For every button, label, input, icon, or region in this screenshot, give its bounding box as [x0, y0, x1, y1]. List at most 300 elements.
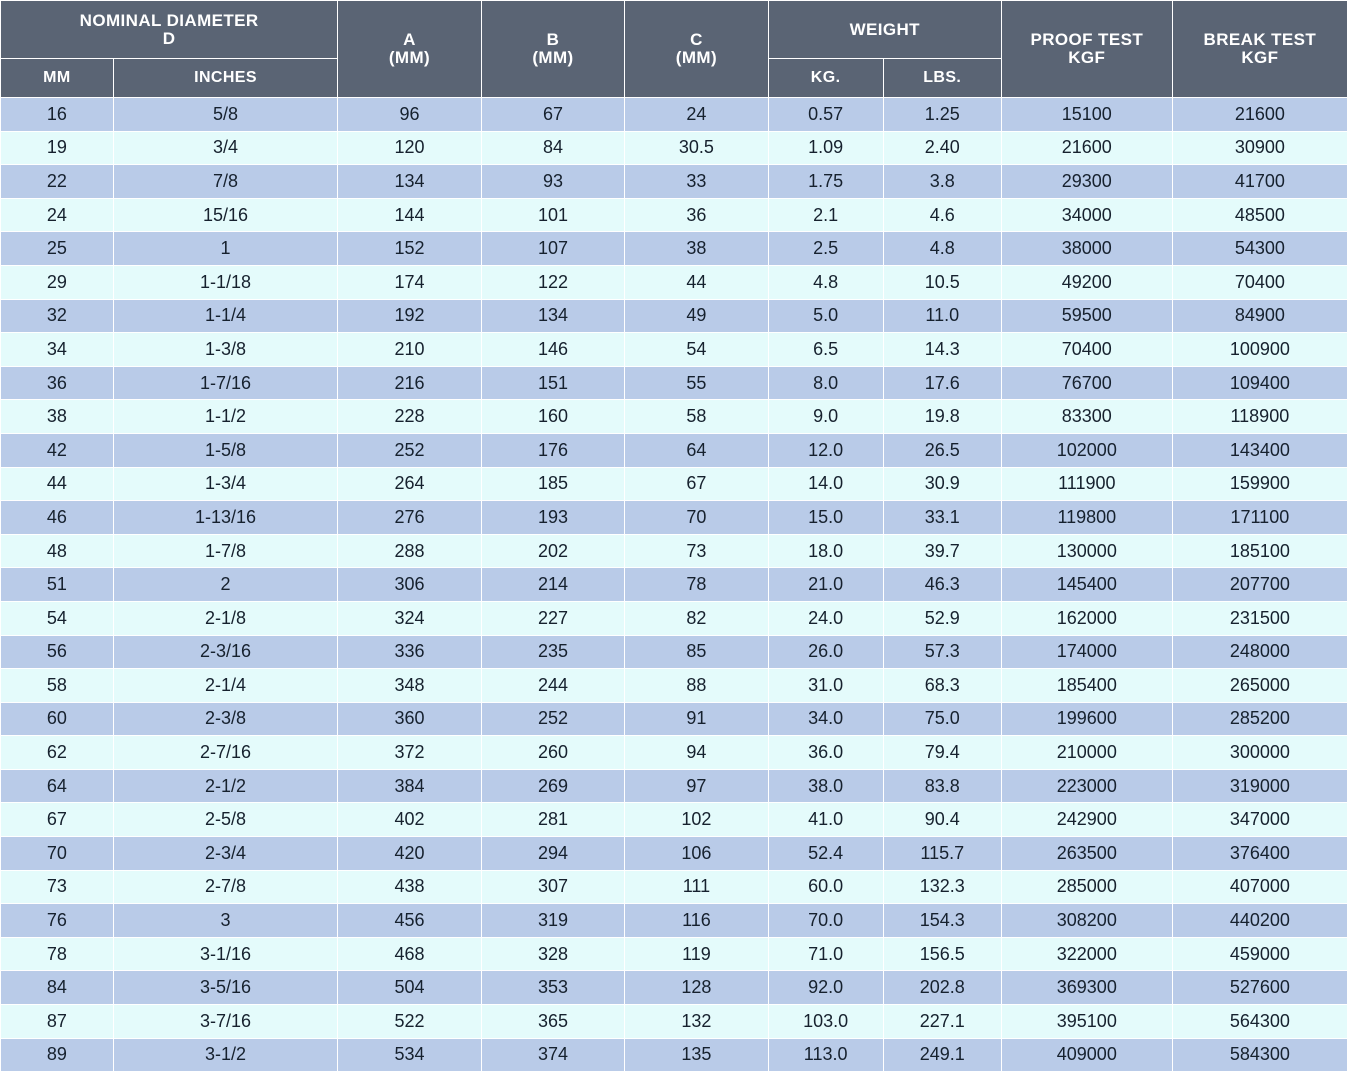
cell-nominal-inches: 1-5/8: [113, 433, 338, 467]
cell-a: 252: [338, 433, 481, 467]
cell-nominal-mm: 19: [1, 131, 114, 165]
cell-b: 107: [481, 232, 624, 266]
table-row: [1, 803, 1348, 837]
cell-weight-lbs: 115.7: [883, 837, 1001, 871]
cell-c: 49: [625, 299, 768, 333]
header-nominal-diameter: [1, 1, 338, 59]
cell-break-test: 300000: [1172, 736, 1347, 770]
cell-weight-kg: 1.09: [768, 131, 883, 165]
cell-weight-kg: 4.8: [768, 265, 883, 299]
cell-c: 132: [625, 1005, 768, 1039]
table-row: [1, 467, 1348, 501]
cell-nominal-inches: 7/8: [113, 165, 338, 199]
header-nominal-diameter-line1: NOMINAL DIAMETER: [79, 10, 259, 30]
header-column-b-line1: B: [546, 30, 560, 50]
cell-break-test: 109400: [1172, 366, 1347, 400]
cell-nominal-inches: 3-1/2: [113, 1038, 338, 1072]
table-row: [1, 232, 1348, 266]
cell-weight-lbs: 57.3: [883, 635, 1001, 669]
cell-weight-lbs: 11.0: [883, 299, 1001, 333]
cell-b: 260: [481, 736, 624, 770]
cell-b: 374: [481, 1038, 624, 1072]
cell-nominal-inches: 1-7/8: [113, 534, 338, 568]
cell-weight-lbs: 39.7: [883, 534, 1001, 568]
cell-nominal-mm: 64: [1, 769, 114, 803]
cell-weight-lbs: 249.1: [883, 1038, 1001, 1072]
cell-nominal-inches: 2-7/16: [113, 736, 338, 770]
cell-nominal-inches: 2-5/8: [113, 803, 338, 837]
cell-proof-test: 409000: [1001, 1038, 1172, 1072]
cell-weight-lbs: 79.4: [883, 736, 1001, 770]
cell-b: 84: [481, 131, 624, 165]
cell-c: 97: [625, 769, 768, 803]
cell-b: 146: [481, 333, 624, 367]
cell-break-test: 84900: [1172, 299, 1347, 333]
header-proof-test-line1: PROOF TEST: [1030, 30, 1144, 50]
header-break-test-line2: KGF: [1241, 48, 1279, 67]
table-row: [1, 1005, 1348, 1039]
cell-nominal-inches: 1-3/4: [113, 467, 338, 501]
cell-b: 269: [481, 769, 624, 803]
cell-nominal-mm: 60: [1, 702, 114, 736]
cell-nominal-inches: 1-1/18: [113, 265, 338, 299]
cell-c: 24: [625, 98, 768, 132]
cell-nominal-inches: 3: [113, 904, 338, 938]
cell-c: 58: [625, 400, 768, 434]
cell-nominal-mm: 78: [1, 937, 114, 971]
cell-proof-test: 83300: [1001, 400, 1172, 434]
header-column-c: [625, 1, 768, 98]
cell-nominal-inches: 2-7/8: [113, 870, 338, 904]
cell-nominal-inches: 3/4: [113, 131, 338, 165]
cell-weight-lbs: 4.8: [883, 232, 1001, 266]
cell-break-test: 48500: [1172, 198, 1347, 232]
cell-break-test: 459000: [1172, 937, 1347, 971]
cell-c: 78: [625, 568, 768, 602]
cell-weight-kg: 14.0: [768, 467, 883, 501]
cell-a: 336: [338, 635, 481, 669]
cell-break-test: 30900: [1172, 131, 1347, 165]
cell-a: 438: [338, 870, 481, 904]
cell-break-test: 248000: [1172, 635, 1347, 669]
header-break-test-line1: BREAK TEST: [1203, 30, 1317, 50]
table-row: [1, 501, 1348, 535]
cell-break-test: 407000: [1172, 870, 1347, 904]
table-row: [1, 366, 1348, 400]
cell-nominal-mm: 38: [1, 400, 114, 434]
cell-a: 228: [338, 400, 481, 434]
cell-proof-test: 70400: [1001, 333, 1172, 367]
cell-weight-kg: 60.0: [768, 870, 883, 904]
table-row: [1, 433, 1348, 467]
cell-c: 94: [625, 736, 768, 770]
cell-nominal-mm: 62: [1, 736, 114, 770]
header-nominal-diameter-inches: INCHES: [113, 59, 338, 98]
cell-break-test: 285200: [1172, 702, 1347, 736]
cell-weight-kg: 9.0: [768, 400, 883, 434]
cell-nominal-inches: 3-5/16: [113, 971, 338, 1005]
cell-a: 360: [338, 702, 481, 736]
table-row: [1, 669, 1348, 703]
header-weight: WEIGHT: [768, 1, 1001, 59]
cell-b: 176: [481, 433, 624, 467]
table-row: [1, 837, 1348, 871]
cell-break-test: 231500: [1172, 601, 1347, 635]
cell-nominal-mm: 56: [1, 635, 114, 669]
cell-c: 33: [625, 165, 768, 199]
cell-proof-test: 162000: [1001, 601, 1172, 635]
cell-nominal-mm: 34: [1, 333, 114, 367]
cell-a: 456: [338, 904, 481, 938]
cell-a: 402: [338, 803, 481, 837]
cell-c: 44: [625, 265, 768, 299]
cell-c: 116: [625, 904, 768, 938]
cell-weight-kg: 26.0: [768, 635, 883, 669]
cell-a: 324: [338, 601, 481, 635]
cell-c: 102: [625, 803, 768, 837]
cell-break-test: 100900: [1172, 333, 1347, 367]
cell-a: 288: [338, 534, 481, 568]
cell-b: 235: [481, 635, 624, 669]
cell-weight-lbs: 227.1: [883, 1005, 1001, 1039]
cell-proof-test: 263500: [1001, 837, 1172, 871]
cell-b: 227: [481, 601, 624, 635]
cell-break-test: 376400: [1172, 837, 1347, 871]
table-row: [1, 601, 1348, 635]
cell-nominal-mm: 25: [1, 232, 114, 266]
cell-nominal-inches: 1-3/8: [113, 333, 338, 367]
cell-weight-lbs: 1.25: [883, 98, 1001, 132]
cell-weight-lbs: 19.8: [883, 400, 1001, 434]
cell-weight-kg: 52.4: [768, 837, 883, 871]
header-row-primary: [1, 1, 1348, 59]
cell-nominal-inches: 15/16: [113, 198, 338, 232]
cell-c: 54: [625, 333, 768, 367]
cell-weight-lbs: 3.8: [883, 165, 1001, 199]
table-row: [1, 769, 1348, 803]
cell-weight-lbs: 2.40: [883, 131, 1001, 165]
cell-a: 468: [338, 937, 481, 971]
cell-a: 134: [338, 165, 481, 199]
cell-weight-kg: 70.0: [768, 904, 883, 938]
header-column-b: [481, 1, 624, 98]
cell-weight-kg: 18.0: [768, 534, 883, 568]
cell-nominal-inches: 3-1/16: [113, 937, 338, 971]
cell-weight-lbs: 202.8: [883, 971, 1001, 1005]
cell-proof-test: 145400: [1001, 568, 1172, 602]
table-row: [1, 736, 1348, 770]
cell-nominal-mm: 76: [1, 904, 114, 938]
cell-nominal-inches: 3-7/16: [113, 1005, 338, 1039]
cell-a: 534: [338, 1038, 481, 1072]
cell-nominal-inches: 2-3/16: [113, 635, 338, 669]
cell-weight-kg: 24.0: [768, 601, 883, 635]
header-proof-test-line2: KGF: [1068, 48, 1106, 67]
cell-a: 420: [338, 837, 481, 871]
cell-nominal-inches: 2-1/8: [113, 601, 338, 635]
cell-nominal-mm: 42: [1, 433, 114, 467]
table-row: [1, 702, 1348, 736]
cell-nominal-inches: 1-1/4: [113, 299, 338, 333]
cell-c: 128: [625, 971, 768, 1005]
cell-b: 93: [481, 165, 624, 199]
cell-proof-test: 111900: [1001, 467, 1172, 501]
cell-proof-test: 130000: [1001, 534, 1172, 568]
cell-b: 365: [481, 1005, 624, 1039]
cell-nominal-mm: 29: [1, 265, 114, 299]
cell-nominal-mm: 84: [1, 971, 114, 1005]
table-row: [1, 265, 1348, 299]
cell-proof-test: 285000: [1001, 870, 1172, 904]
header-column-a: [338, 1, 481, 98]
table-row: [1, 165, 1348, 199]
cell-proof-test: 369300: [1001, 971, 1172, 1005]
cell-nominal-mm: 87: [1, 1005, 114, 1039]
cell-weight-lbs: 33.1: [883, 501, 1001, 535]
cell-weight-kg: 113.0: [768, 1038, 883, 1072]
cell-break-test: 21600: [1172, 98, 1347, 132]
table-row: [1, 870, 1348, 904]
cell-weight-lbs: 30.9: [883, 467, 1001, 501]
cell-b: 160: [481, 400, 624, 434]
table-row: [1, 971, 1348, 1005]
cell-nominal-inches: 1-7/16: [113, 366, 338, 400]
table-body: [1, 98, 1348, 1072]
cell-a: 152: [338, 232, 481, 266]
cell-b: 122: [481, 265, 624, 299]
cell-nominal-inches: 2-3/4: [113, 837, 338, 871]
cell-b: 294: [481, 837, 624, 871]
cell-b: 101: [481, 198, 624, 232]
header-nominal-diameter-line2: D: [162, 28, 176, 48]
cell-a: 372: [338, 736, 481, 770]
cell-b: 214: [481, 568, 624, 602]
cell-weight-kg: 92.0: [768, 971, 883, 1005]
cell-proof-test: 49200: [1001, 265, 1172, 299]
cell-weight-lbs: 154.3: [883, 904, 1001, 938]
cell-weight-kg: 31.0: [768, 669, 883, 703]
cell-a: 264: [338, 467, 481, 501]
header-break-test: [1172, 1, 1347, 98]
table-row: [1, 534, 1348, 568]
cell-proof-test: 199600: [1001, 702, 1172, 736]
cell-c: 111: [625, 870, 768, 904]
cell-break-test: 265000: [1172, 669, 1347, 703]
cell-weight-kg: 2.1: [768, 198, 883, 232]
cell-weight-kg: 6.5: [768, 333, 883, 367]
cell-nominal-mm: 51: [1, 568, 114, 602]
table-row: [1, 400, 1348, 434]
cell-break-test: 319000: [1172, 769, 1347, 803]
cell-a: 306: [338, 568, 481, 602]
table-row: [1, 1038, 1348, 1072]
cell-proof-test: 322000: [1001, 937, 1172, 971]
cell-c: 119: [625, 937, 768, 971]
cell-break-test: 207700: [1172, 568, 1347, 602]
table-row: [1, 299, 1348, 333]
cell-proof-test: 242900: [1001, 803, 1172, 837]
cell-c: 30.5: [625, 131, 768, 165]
header-proof-test: [1001, 1, 1172, 98]
cell-c: 135: [625, 1038, 768, 1072]
cell-proof-test: 308200: [1001, 904, 1172, 938]
cell-weight-lbs: 156.5: [883, 937, 1001, 971]
cell-weight-kg: 2.5: [768, 232, 883, 266]
cell-nominal-inches: 1-1/2: [113, 400, 338, 434]
cell-proof-test: 223000: [1001, 769, 1172, 803]
cell-weight-kg: 1.75: [768, 165, 883, 199]
table-row: [1, 98, 1348, 132]
cell-proof-test: 185400: [1001, 669, 1172, 703]
cell-proof-test: 76700: [1001, 366, 1172, 400]
header-column-a-line2: (MM): [388, 48, 431, 67]
cell-weight-lbs: 132.3: [883, 870, 1001, 904]
cell-b: 353: [481, 971, 624, 1005]
cell-weight-lbs: 17.6: [883, 366, 1001, 400]
cell-weight-kg: 34.0: [768, 702, 883, 736]
header-column-a-line1: A: [403, 30, 416, 50]
cell-proof-test: 102000: [1001, 433, 1172, 467]
cell-nominal-inches: 5/8: [113, 98, 338, 132]
cell-break-test: 440200: [1172, 904, 1347, 938]
cell-break-test: 527600: [1172, 971, 1347, 1005]
cell-weight-kg: 38.0: [768, 769, 883, 803]
cell-weight-kg: 41.0: [768, 803, 883, 837]
cell-a: 120: [338, 131, 481, 165]
table-header: [1, 1, 1348, 98]
cell-b: 134: [481, 299, 624, 333]
cell-nominal-mm: 46: [1, 501, 114, 535]
cell-nominal-mm: 73: [1, 870, 114, 904]
header-weight-kg: KG.: [768, 59, 883, 98]
cell-c: 85: [625, 635, 768, 669]
cell-nominal-mm: 67: [1, 803, 114, 837]
table-row: [1, 904, 1348, 938]
cell-b: 193: [481, 501, 624, 535]
cell-weight-lbs: 46.3: [883, 568, 1001, 602]
cell-nominal-inches: 2-3/8: [113, 702, 338, 736]
cell-c: 70: [625, 501, 768, 535]
cell-proof-test: 395100: [1001, 1005, 1172, 1039]
cell-break-test: 54300: [1172, 232, 1347, 266]
cell-a: 504: [338, 971, 481, 1005]
cell-break-test: 118900: [1172, 400, 1347, 434]
cell-b: 328: [481, 937, 624, 971]
cell-proof-test: 38000: [1001, 232, 1172, 266]
cell-nominal-mm: 24: [1, 198, 114, 232]
table-row: [1, 937, 1348, 971]
cell-break-test: 70400: [1172, 265, 1347, 299]
cell-weight-lbs: 26.5: [883, 433, 1001, 467]
cell-weight-kg: 8.0: [768, 366, 883, 400]
cell-c: 106: [625, 837, 768, 871]
cell-c: 91: [625, 702, 768, 736]
cell-a: 216: [338, 366, 481, 400]
cell-c: 64: [625, 433, 768, 467]
cell-nominal-mm: 70: [1, 837, 114, 871]
cell-proof-test: 210000: [1001, 736, 1172, 770]
cell-a: 384: [338, 769, 481, 803]
table-row: [1, 568, 1348, 602]
cell-c: 38: [625, 232, 768, 266]
cell-a: 96: [338, 98, 481, 132]
cell-b: 307: [481, 870, 624, 904]
cell-nominal-mm: 54: [1, 601, 114, 635]
cell-proof-test: 119800: [1001, 501, 1172, 535]
cell-b: 151: [481, 366, 624, 400]
cell-weight-kg: 0.57: [768, 98, 883, 132]
cell-b: 185: [481, 467, 624, 501]
cell-proof-test: 59500: [1001, 299, 1172, 333]
cell-nominal-inches: 2-1/4: [113, 669, 338, 703]
cell-a: 348: [338, 669, 481, 703]
cell-break-test: 41700: [1172, 165, 1347, 199]
cell-c: 67: [625, 467, 768, 501]
cell-b: 67: [481, 98, 624, 132]
cell-weight-lbs: 10.5: [883, 265, 1001, 299]
cell-weight-lbs: 14.3: [883, 333, 1001, 367]
cell-proof-test: 21600: [1001, 131, 1172, 165]
cell-b: 281: [481, 803, 624, 837]
header-column-b-line2: (MM): [532, 48, 574, 67]
cell-a: 210: [338, 333, 481, 367]
cell-proof-test: 15100: [1001, 98, 1172, 132]
cell-proof-test: 29300: [1001, 165, 1172, 199]
cell-c: 55: [625, 366, 768, 400]
cell-a: 174: [338, 265, 481, 299]
cell-weight-kg: 71.0: [768, 937, 883, 971]
cell-weight-kg: 21.0: [768, 568, 883, 602]
cell-weight-kg: 15.0: [768, 501, 883, 535]
cell-a: 144: [338, 198, 481, 232]
cell-b: 252: [481, 702, 624, 736]
table-row: [1, 635, 1348, 669]
cell-weight-kg: 5.0: [768, 299, 883, 333]
cell-a: 192: [338, 299, 481, 333]
table-row: [1, 333, 1348, 367]
cell-proof-test: 34000: [1001, 198, 1172, 232]
cell-nominal-inches: 2: [113, 568, 338, 602]
cell-a: 522: [338, 1005, 481, 1039]
header-nominal-diameter-mm: MM: [1, 59, 114, 98]
cell-weight-lbs: 68.3: [883, 669, 1001, 703]
cell-weight-kg: 36.0: [768, 736, 883, 770]
header-column-c-line1: C: [690, 30, 703, 50]
table-row: [1, 198, 1348, 232]
cell-break-test: 143400: [1172, 433, 1347, 467]
cell-b: 202: [481, 534, 624, 568]
cell-nominal-inches: 1: [113, 232, 338, 266]
cell-proof-test: 174000: [1001, 635, 1172, 669]
cell-nominal-inches: 1-13/16: [113, 501, 338, 535]
cell-break-test: 171100: [1172, 501, 1347, 535]
cell-nominal-mm: 48: [1, 534, 114, 568]
cell-weight-lbs: 90.4: [883, 803, 1001, 837]
cell-break-test: 347000: [1172, 803, 1347, 837]
cell-weight-kg: 12.0: [768, 433, 883, 467]
cell-weight-lbs: 83.8: [883, 769, 1001, 803]
table-row: [1, 131, 1348, 165]
cell-nominal-mm: 32: [1, 299, 114, 333]
cell-c: 82: [625, 601, 768, 635]
cell-nominal-mm: 16: [1, 98, 114, 132]
cell-break-test: 564300: [1172, 1005, 1347, 1039]
cell-c: 36: [625, 198, 768, 232]
header-weight-lbs: LBS.: [883, 59, 1001, 98]
cell-break-test: 185100: [1172, 534, 1347, 568]
cell-nominal-mm: 89: [1, 1038, 114, 1072]
cell-a: 276: [338, 501, 481, 535]
